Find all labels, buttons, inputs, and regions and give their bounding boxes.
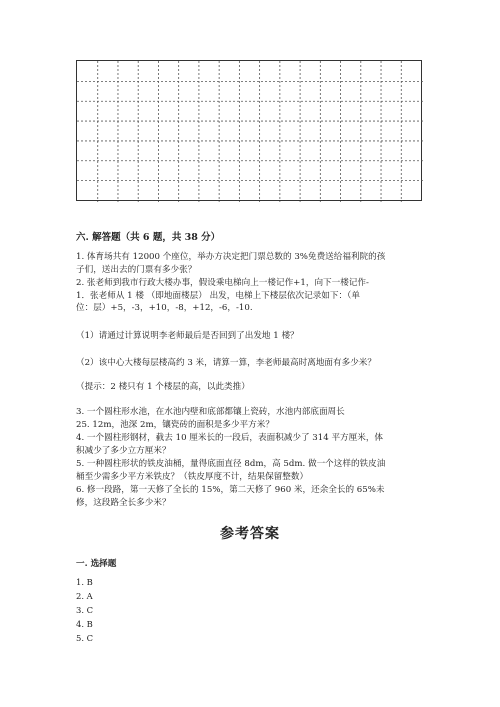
question-2: [76, 277, 426, 315]
question-line: 修，这段路全长多少米？: [76, 497, 171, 508]
question-line: 位：层）+5，-3，+10，-8，+12，-6，-10.: [76, 303, 253, 313]
question-line: 25. 12m，池深 2m，镶瓷砖的面积是多少平方米？: [76, 419, 274, 430]
section-heading: 六. 解答题（共 6 题，共 38 分）: [76, 232, 221, 243]
answers-title: 参考答案: [220, 526, 280, 542]
question-4: [76, 432, 426, 457]
question-2-hint: （提示：2 楼只有 1 个楼层的高，以此类推）: [76, 382, 250, 392]
answer-item: 2. A: [76, 591, 93, 601]
question-line: 6. 修一段路，第一天修了全长的 15%，第二天修了 960 米，还余全长的 65%未: [76, 485, 385, 495]
answer-item: 4. B: [76, 619, 93, 629]
question-1: [76, 251, 426, 276]
question-3: [76, 406, 426, 431]
question-line: 积减少了多少立方厘米？: [76, 445, 171, 456]
grid-lines: [77, 61, 423, 202]
answer-grid: [76, 60, 422, 201]
answer-item: 5. C: [76, 633, 94, 643]
question-line: 4. 一个圆柱形钢材，截去 10 厘米长的一段后，表面积减少了 314 平方厘米，体: [76, 433, 384, 443]
answer-item: 1. B: [76, 577, 93, 587]
question-2-part-1: （1）请通过计算说明李老师最后是否回到了出发地 1 楼？: [76, 331, 299, 341]
question-line: 1．张老师从 1 楼 （即地面楼层） 出发，电梯上下楼层依次记录如下：（单: [76, 290, 360, 301]
question-2-part-2: （2）该中心大楼每层楼高约 3 米，请算一算，李老师最高时离地面有多少米？: [76, 358, 376, 368]
question-line: 3. 一个圆柱形水池，在水池内壁和底部都镶上瓷砖，水池内部底面周长: [76, 407, 345, 417]
question-6: [76, 484, 426, 509]
question-line: 桶至少需多少平方米铁皮？（铁皮厚度不计，结果保留整数）: [76, 471, 309, 482]
question-line: 2. 张老师到我市行政大楼办事，假设乘电梯向上一楼记作+1，向下一楼记作-: [76, 278, 369, 288]
question-line: 子们，送出去的门票有多少张？: [76, 264, 197, 275]
answers-section-heading: 一. 选择题: [76, 559, 117, 569]
question-line: 5. 一种圆柱形状的铁皮油桶，量得底面直径 8dm，高 5dm. 做一个这样的铁皮油: [76, 459, 386, 469]
answer-item: 3. C: [76, 605, 94, 615]
question-line: 1. 体育场共有 12000 个座位，举办方决定把门票总数的 3%免费送给福利院的孩: [76, 252, 386, 262]
question-5: [76, 458, 426, 483]
